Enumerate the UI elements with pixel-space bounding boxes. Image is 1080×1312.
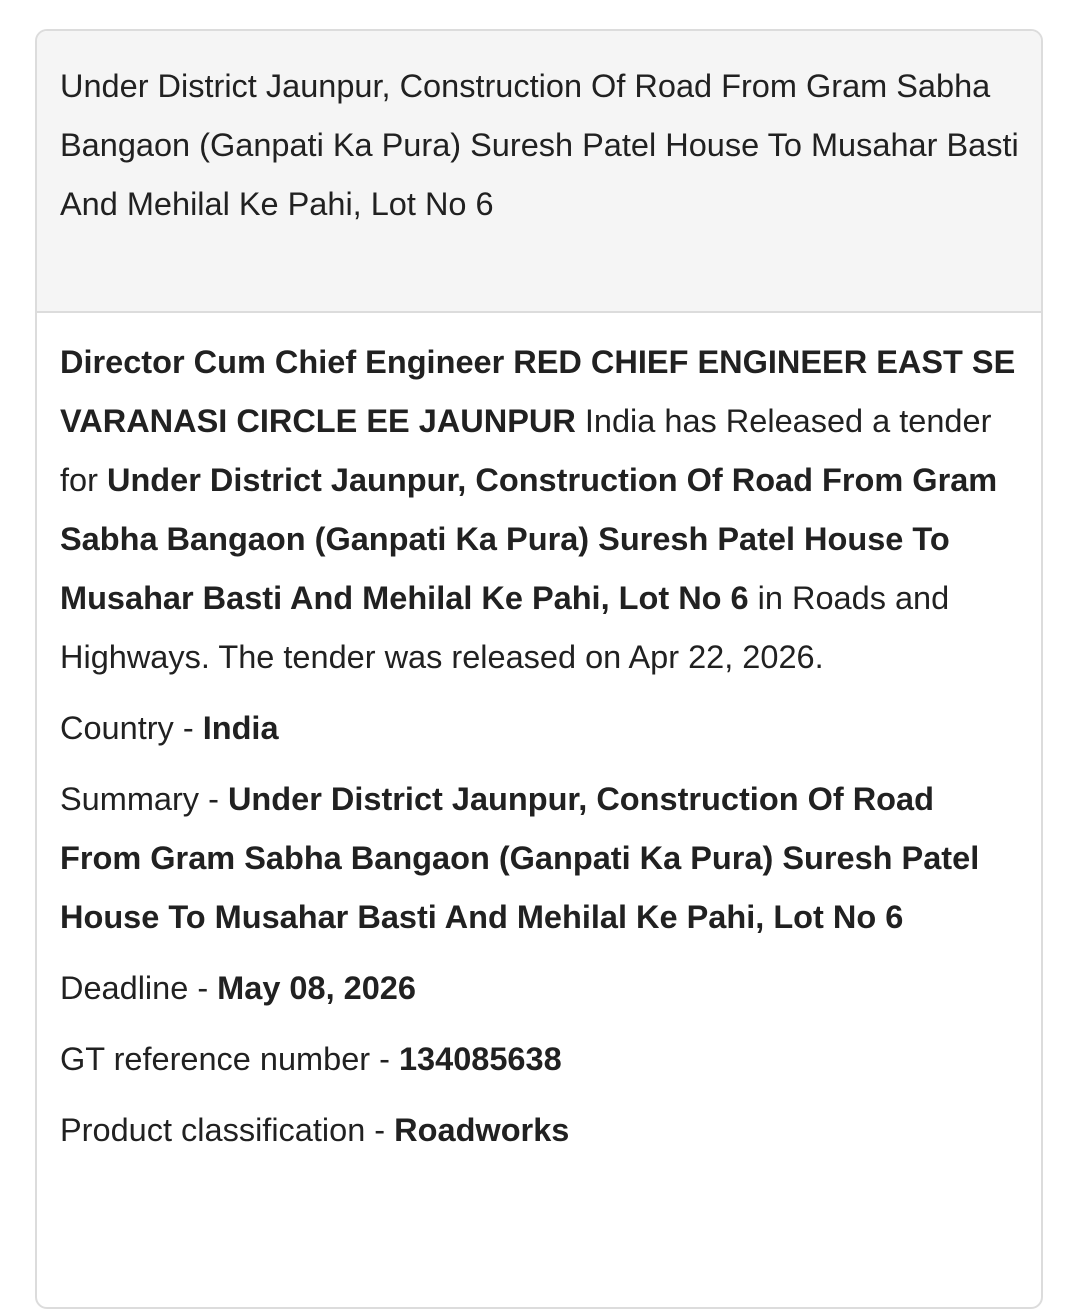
- tender-title: Under District Jaunpur, Construction Of Road From Gram Sabha Bangaon (Ganpati Ka Pura) Suresh Patel House To Musahar Basti And Mehilal Ke Pahi, Lot No 6: [60, 68, 1019, 222]
- description-text-end: in Roads and Highways. The tender was released on Apr 22, 2026.: [60, 580, 950, 675]
- description-tender-title: Under District Jaunpur, Construction Of Road From Gram Sabha Bangaon (Ganpati Ka Pura) Suresh Patel House To Musahar Basti And Mehilal Ke Pahi, Lot No 6: [60, 462, 998, 616]
- summary-value: Under District Jaunpur, Construction Of Road From Gram Sabha Bangaon (Ganpati Ka Pura) Suresh Patel House To Musahar Basti And Mehilal Ke Pahi, Lot No 6: [60, 781, 980, 935]
- tender-card: [35, 29, 1043, 1309]
- field-deadline: [60, 959, 1019, 1018]
- country-value: India: [202, 710, 279, 746]
- tender-description: [60, 333, 1019, 687]
- field-gt-reference: [60, 1030, 1019, 1089]
- product-classification-label: Product classification -: [60, 1112, 395, 1148]
- deadline-label: Deadline -: [60, 970, 218, 1006]
- deadline-value: May 08, 2026: [217, 970, 416, 1006]
- gt-reference-label: GT reference number -: [60, 1041, 399, 1077]
- field-summary: [60, 770, 1019, 947]
- tender-body: [37, 313, 1041, 1160]
- summary-label: Summary -: [60, 781, 228, 817]
- description-text: India has Released a tender for: [60, 403, 992, 498]
- field-country: [60, 699, 1019, 758]
- country-label: Country -: [60, 710, 203, 746]
- field-product-classification: [60, 1101, 1019, 1160]
- product-classification-value: Roadworks: [394, 1112, 570, 1148]
- tender-header: [37, 31, 1041, 313]
- organization: Director Cum Chief Engineer RED CHIEF ENGINEER EAST SE VARANASI CIRCLE EE JAUNPUR: [60, 344, 1016, 439]
- gt-reference-value: 134085638: [398, 1041, 562, 1077]
